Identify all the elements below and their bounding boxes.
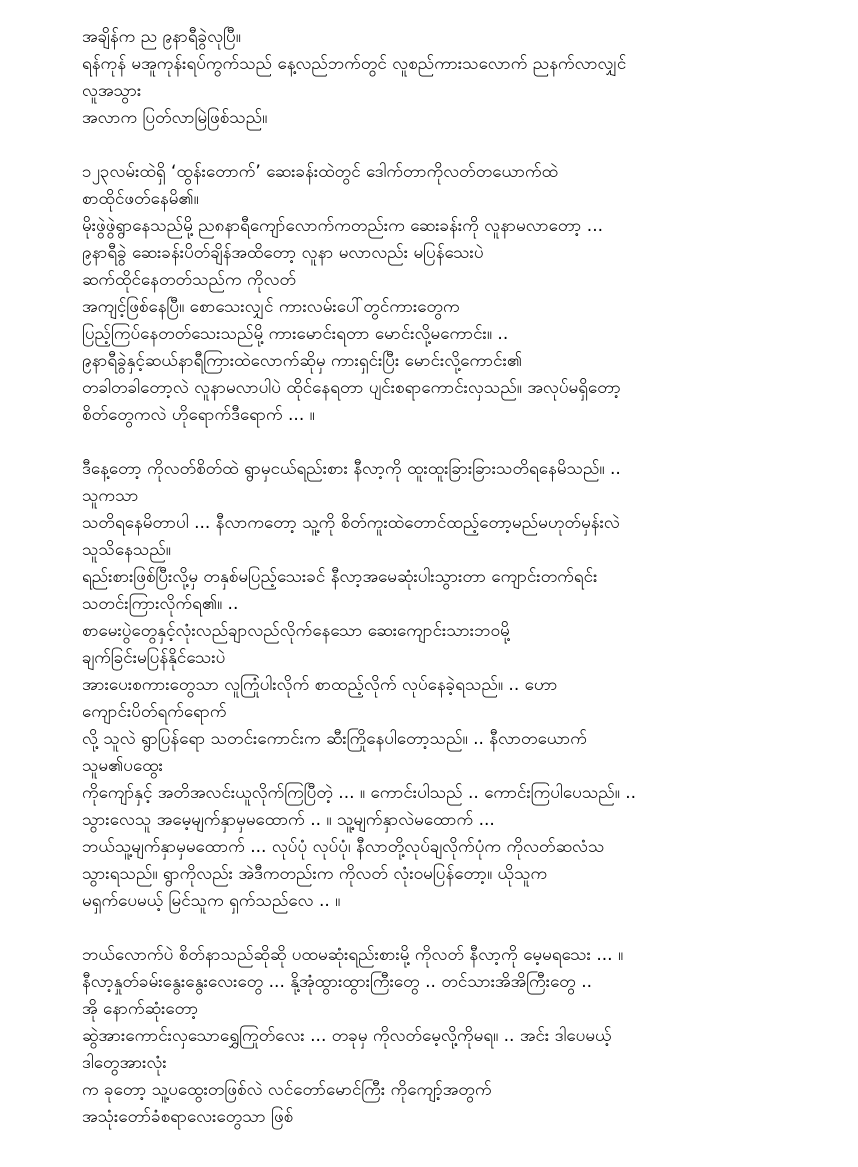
text-line: ၉နာရီခွဲနှင့်ဆယ်နာရီကြားထဲလောက်ဆိုမှ ကားရှင်းပြီး မောင်းလို့ကောင်း၏	[82, 351, 523, 371]
text-line: သူမ၏ပထွေး	[82, 756, 163, 776]
text-line: သတင်းကြားလိုက်ရ၏။ ..	[82, 594, 239, 614]
text-line: စိတ်တွေကလဲ ဟိုရောက်ဒီရောက် ... ။	[82, 405, 315, 425]
text-line: စာထိုင်ဖတ်နေမိ၏။	[82, 189, 199, 209]
text-line: ဒီနေ့တော့ ကိုလတ်စိတ်ထဲ ရွာမှငယ်ရည်းစား နီလာ့ကို ထူးထူးခြားခြားသတိရနေမိသည်။ ..	[82, 459, 621, 479]
text-line: တခါတခါတော့လဲ လူနာမလာပါပဲ ထိုင်နေရတာ ပျင်းစရာကောင်းလှသည်။ အလုပ်မရှိတော့	[82, 378, 621, 398]
text-line: ကျောင်းပိတ်ရက်ရောက်	[82, 702, 227, 722]
paragraph	[82, 24, 808, 132]
text-line: သူကသာ	[82, 486, 139, 506]
text-line: ချက်ခြင်းမပြန်နိုင်သေးပဲ	[82, 648, 226, 668]
text-line: အလာက ပြတ်လာမြဲဖြစ်သည်။	[82, 108, 268, 128]
text-line: နီလာ့နှုတ်ခမ်းနွေးနွေးလေးတွေ ... နို့အုံထွားထွားကြီးတွေ .. တင်သားအိအိကြီးတွေ ..	[82, 972, 593, 992]
paragraph	[82, 942, 808, 1131]
text-line: ဆွဲအားကောင်းလှသောရွှေကြုတ်လေး ... တခုမှ ကိုလတ်မေ့လို့ကိုမရ။ .. အင်း ဒါပေမယ့်	[82, 1026, 612, 1046]
text-line: သူသိနေသည်။	[82, 540, 171, 560]
text-line: ရန်ကုန် မအူကုန်းရပ်ကွက်သည် နေ့လည်ဘက်တွင် လူစည်ကားသလောက် ညနက်လာလျှင်	[82, 54, 627, 74]
text-line: သွားရသည်။ ရွာကိုလည်း အဲဒီကတည်းက ကိုလတ် လုံးဝမပြန်တော့။ ယိုသူက	[82, 864, 548, 884]
text-line: အားပေးစကားတွေသာ လူကြုံပါးလိုက် စာထည့်လိုက် လုပ်နေခဲ့ရသည်။ .. ဟော	[82, 675, 558, 695]
text-line: ဆက်ထိုင်နေတတ်သည်က ကိုလတ်	[82, 270, 297, 290]
text-line: ၉နာရီခွဲ ဆေးခန်းပိတ်ချိန်အထိတော့ လူနာ မလာလည်း မပြန်သေးပဲ	[82, 243, 484, 263]
text-line: အသုံးတော်ခံစရာလေးတွေသာ ဖြစ်	[82, 1107, 294, 1127]
text-line: က ခုတော့ သူ့ပထွေးတဖြစ်လဲ လင်တော်မောင်ကြီး ကိုကျော့်အတွက်	[82, 1080, 492, 1100]
text-line: အို နောက်ဆုံးတော့	[82, 999, 199, 1019]
text-line: မိုးဖွဲဖွဲရွာနေသည်မို့ ည၈နာရီကျော်လောက်ကတည်းက ဆေးခန်းကို လူနာမလာတော့ ...	[82, 216, 604, 236]
text-line: စာမေးပွဲတွေနှင့်လုံးလည်ချာလည်လိုက်နေသော ဆေးကျောင်းသားဘဝမို့	[82, 621, 510, 641]
text-line: ၁၂၃လမ်းထဲရှိ ‘ထွန်းတောက်’ ဆေးခန်းထဲတွင် ဒေါက်တာကိုလတ်တယောက်ထဲ	[82, 162, 559, 182]
text-line: ဘယ်သူ့မျက်နှာမှမထောက် ... လုပ်ပုံ လုပ်ပုံ၊ နီလာတို့လုပ်ချလိုက်ပုံက ကိုလတ်ဆလံသ	[82, 837, 605, 857]
text-line: ရည်းစားဖြစ်ပြီးလို့မှ တနှစ်မပြည့်သေးခင် နီလာ့အမေဆုံးပါးသွားတာ ကျောင်းတက်ရင်း	[82, 567, 598, 587]
text-line: သွားလေသူ အမေ့မျက်နှာမှမထောက် .. ။ သူ့မျက်နှာလဲမထောက် ...	[82, 810, 495, 830]
text-line: အကျင့်ဖြစ်နေပြီ။ စောသေးလျှင် ကားလမ်းပေါ်တွင်ကားတွေက	[82, 297, 460, 317]
paragraph	[82, 456, 808, 915]
text-line: လူအသွား	[82, 81, 142, 101]
text-line: မရှက်ပေမယ့် မြင်သူက ရှက်သည်လေ .. ။	[82, 891, 341, 911]
text-line: သတိရနေမိတာပါ ... နီလာကတော့ သူ့ကို စိတ်ကူးထဲတောင်ထည့်တော့မည်မဟုတ်မှန်းလဲ	[82, 513, 620, 533]
text-line: ဒါတွေအားလုံး	[82, 1053, 167, 1073]
paragraph	[82, 159, 808, 429]
text-line: ကိုကျော်နှင့် အတိအလင်းယူလိုက်ကြပြီတဲ့ ... ။ ကောင်းပါသည် .. ကောင်းကြပါပေသည်။ ..	[82, 783, 637, 803]
text-line: ဘယ်လောက်ပဲ စိတ်နာသည်ဆိုဆို ပထမဆုံးရည်းစားမို့ ကိုလတ် နီလာ့ကို မေ့မရသေး ... ။	[82, 945, 624, 965]
text-line: ပြည့်ကြပ်နေတတ်သေးသည်မို့ ကားမောင်းရတာ မောင်းလို့မကောင်း။ ..	[82, 324, 509, 344]
text-line: လို့ သူလဲ ရွာပြန်ရော သတင်းကောင်းက ဆီးကြိုနေပါတော့သည်။ .. နီလာတယောက်	[82, 729, 587, 749]
text-line: အချိန်က ည ၉နာရီခွဲလုပြီ။	[82, 27, 241, 47]
